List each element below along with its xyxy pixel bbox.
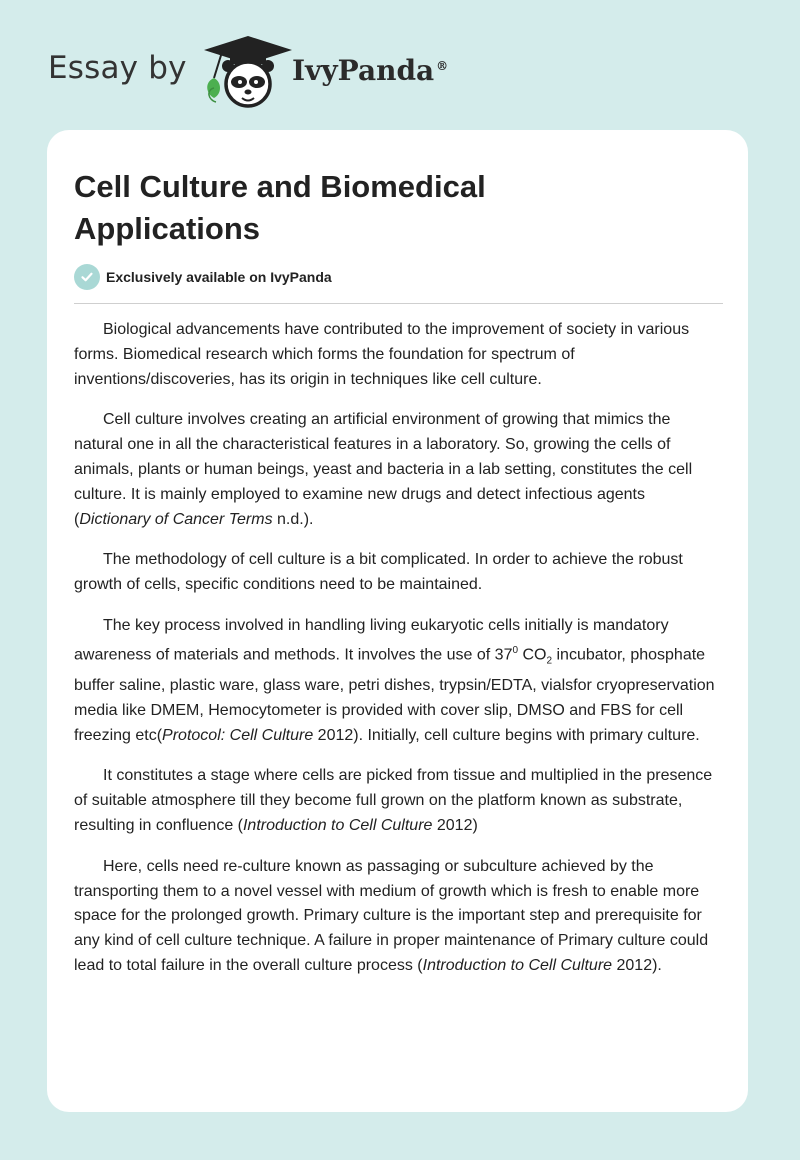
citation: Protocol: Cell Culture [162,726,314,744]
paragraph-3: The methodology of cell culture is a bit complicated. In order to achieve the robust growth of cells, specific conditions need to be maintained. [74,551,683,594]
citation: Introduction to Cell Culture [242,817,433,835]
essay-by-label: Essay by [48,50,187,86]
article-body [74,318,722,979]
brand-name[interactable]: IvyPanda ® [292,54,449,87]
article-title: Cell Culture and Biomedical Applications [74,169,486,246]
panda-logo-icon[interactable] [200,32,296,112]
paragraph-4: The key process involved in handling living eukaryotic cells initially is mandatory awareness of materials and methods. It involves the use of $37^0$ $CO_2$ incubator, phosphate buffer saline, plastic ware, glass ware, petri dishes, trypsin/EDTA, vialsfor cryopreservation media like DMEM, Hemocytometer is provided with cover slip, DMSO and FBS for cell freezing etc(Protocol: Cell Culture 2012). Initially, cell culture begins with primary culture. [74,616,715,744]
paragraph-2: Cell culture involves creating an artificial environment of growing that mimics the natural one in all the characteristical features in a laboratory. So, growing the cells of animals, plants or human beings, yeast and bacteria in a lab setting, constitutes the cell culture. It is mainly employed to examine new drugs and detect infectious agents (Dictionary of Cancer Terms n.d.). [74,411,693,528]
paragraph-6: Here, cells need re-culture known as passaging or subculture achieved by the transporting them to a novel vessel with medium of growth which is fresh to enable more space for the prolonged growth. Primary culture is the important step and prerequisite for any kind of cell culture technique. A failure in proper maintenance of Primary culture could lead to total failure in the overall culture process (Introduction to Cell Culture 2012). [74,857,709,975]
paragraph-5: It constitutes a stage where cells are picked from tissue and multiplied in the presence of suitable atmosphere till they become full grown on the platform known as substrate, resulting in confluence (Introduction to Cell Culture 2012) [74,767,713,835]
paragraph-1: Biological advancements have contributed to the improvement of society in various forms. Biomedical research which forms the foundation for spectrum of inventions/discoveries, has its origin in techniques like cell culture. [74,321,690,388]
site-header [48,32,748,112]
article-card [47,130,748,1112]
badge-label: Exclusively available on IvyPanda [106,269,332,285]
citation: Introduction to Cell Culture [422,957,613,975]
check-circle-icon [74,264,100,290]
divider [74,303,723,304]
exclusive-badge [74,264,332,290]
citation: Dictionary of Cancer Terms [79,510,273,528]
